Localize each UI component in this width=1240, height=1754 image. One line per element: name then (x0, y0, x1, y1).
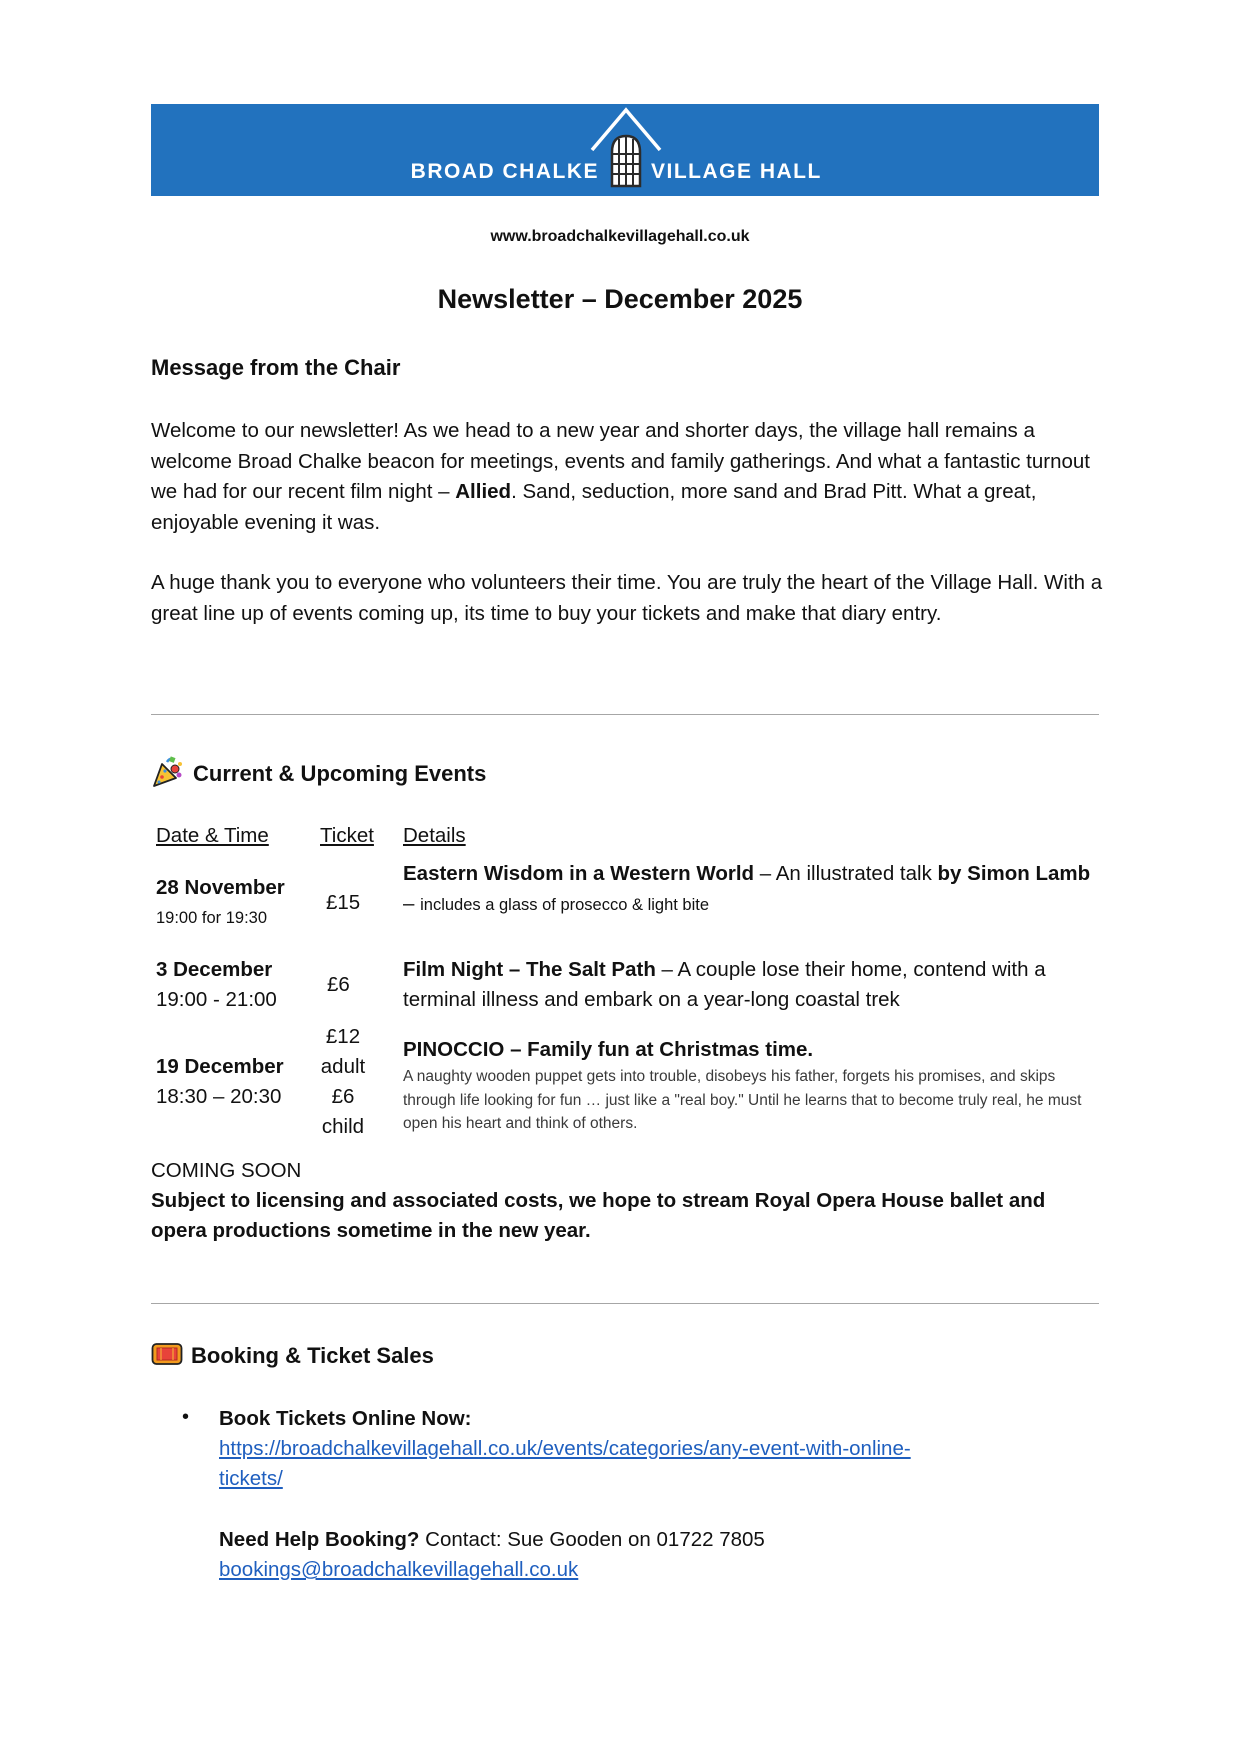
help-contact: Contact: Sue Gooden on 01722 7805 (419, 1528, 765, 1551)
column-header-date: Date & Time (156, 824, 269, 847)
separator: – (655, 958, 678, 981)
event-ticket-price (310, 1022, 376, 1142)
event-date: 19 December (156, 1055, 284, 1078)
table-row (156, 873, 285, 933)
book-online-label: Book Tickets Online Now: (219, 1407, 472, 1430)
event-ticket-price: £6 (327, 973, 350, 996)
events-heading-row (151, 755, 486, 795)
adult-label: adult (320, 1055, 366, 1078)
chair-paragraph-1 (151, 416, 1106, 538)
child-price: £6 (331, 1085, 355, 1108)
ticket-icon (151, 1341, 183, 1373)
event-text: includes a glass of prosecco & light bite (420, 896, 710, 914)
event-description: A naughty wooden puppet gets into trouble, disobeys his father, forgets his promises, and skips through life looking for fun … just like a "real boy." Until he learns that to become truly real, he must open his heart and think of others. (403, 1068, 1082, 1132)
event-title: PINOCCIO – Family fun at Christmas time. (403, 1038, 814, 1061)
event-speaker: by Simon Lamb (937, 862, 1091, 885)
paragraph-text: . Sand, seduction, more sand and Brad Pitt. What a great, enjoyable evening it was. (151, 480, 1037, 534)
banner-text-left: BROAD CHALKE (410, 160, 599, 183)
page-title: Newsletter – December 2025 (437, 284, 803, 314)
event-details (403, 955, 1103, 1015)
separator: – (754, 862, 776, 885)
event-time: 19:00 for 19:30 (156, 909, 268, 927)
adult-price: £12 (325, 1025, 361, 1048)
event-date: 3 December (156, 958, 273, 981)
event-time: 18:30 – 20:30 (156, 1085, 282, 1108)
paragraph-text: Welcome to our newsletter! As we head to a new year and shorter days, the village hall remains a welcome Broad Chalke beacon for meetings, events and family gatherings. And what a fantastic turnout we had for our recent film night – (151, 419, 1090, 503)
booking-help (219, 1525, 1099, 1585)
coming-soon-label: COMING SOON (151, 1159, 302, 1182)
events-heading: Current & Upcoming Events (193, 760, 487, 786)
chair-paragraph-2: A huge thank you to everyone who volunteers their time. You are truly the heart of the Village Hall. With a great line up of events coming up, its time to buy your tickets and make that diary entry. (151, 571, 1103, 625)
help-label: Need Help Booking? (219, 1528, 420, 1551)
chair-heading: Message from the Chair (151, 355, 401, 380)
book-online-link-continued[interactable]: tickets/ (219, 1467, 283, 1490)
coming-soon (151, 1156, 1101, 1246)
table-row (156, 1052, 284, 1112)
event-details (403, 859, 1103, 920)
column-header-details: Details (403, 824, 466, 847)
party-popper-icon (151, 755, 185, 795)
event-text: A couple lose their home, contend with a terminal illness and embark on a year-long coastal trek (403, 958, 1046, 1011)
event-ticket-price: £15 (326, 891, 361, 914)
header-banner (151, 104, 1099, 196)
column-header-ticket: Ticket (320, 824, 374, 847)
booking-heading: Booking & Ticket Sales (191, 1342, 434, 1368)
booking-heading-row (151, 1341, 434, 1373)
book-online-link[interactable]: https://broadchalkevillagehall.co.uk/events/categories/any-event-with-online- (219, 1437, 911, 1460)
child-label: child (321, 1115, 365, 1138)
event-text: An illustrated talk (775, 862, 938, 885)
event-time: 19:00 - 21:00 (156, 988, 277, 1011)
banner-text-right: VILLAGE HALL (651, 160, 822, 183)
coming-soon-text: Subject to licensing and associated costs, we hope to stream Royal Opera House ballet and opera productions sometime in the new year. (151, 1189, 1046, 1242)
booking-online-item (219, 1404, 1099, 1494)
event-details (403, 1035, 1103, 1136)
section-divider (151, 714, 1099, 715)
bullet-icon: • (182, 1406, 190, 1428)
bookings-email-link[interactable]: bookings@broadchalkevillagehall.co.uk (219, 1558, 579, 1581)
section-divider (151, 1303, 1099, 1304)
event-title: Eastern Wisdom in a Western World (403, 862, 755, 885)
table-row (156, 955, 277, 1015)
film-title-allied: Allied (455, 480, 512, 503)
separator: – (403, 892, 421, 915)
event-date: 28 November (156, 876, 285, 899)
event-title: Film Night – The Salt Path (403, 958, 656, 981)
site-url[interactable]: www.broadchalkevillagehall.co.uk (490, 228, 750, 245)
